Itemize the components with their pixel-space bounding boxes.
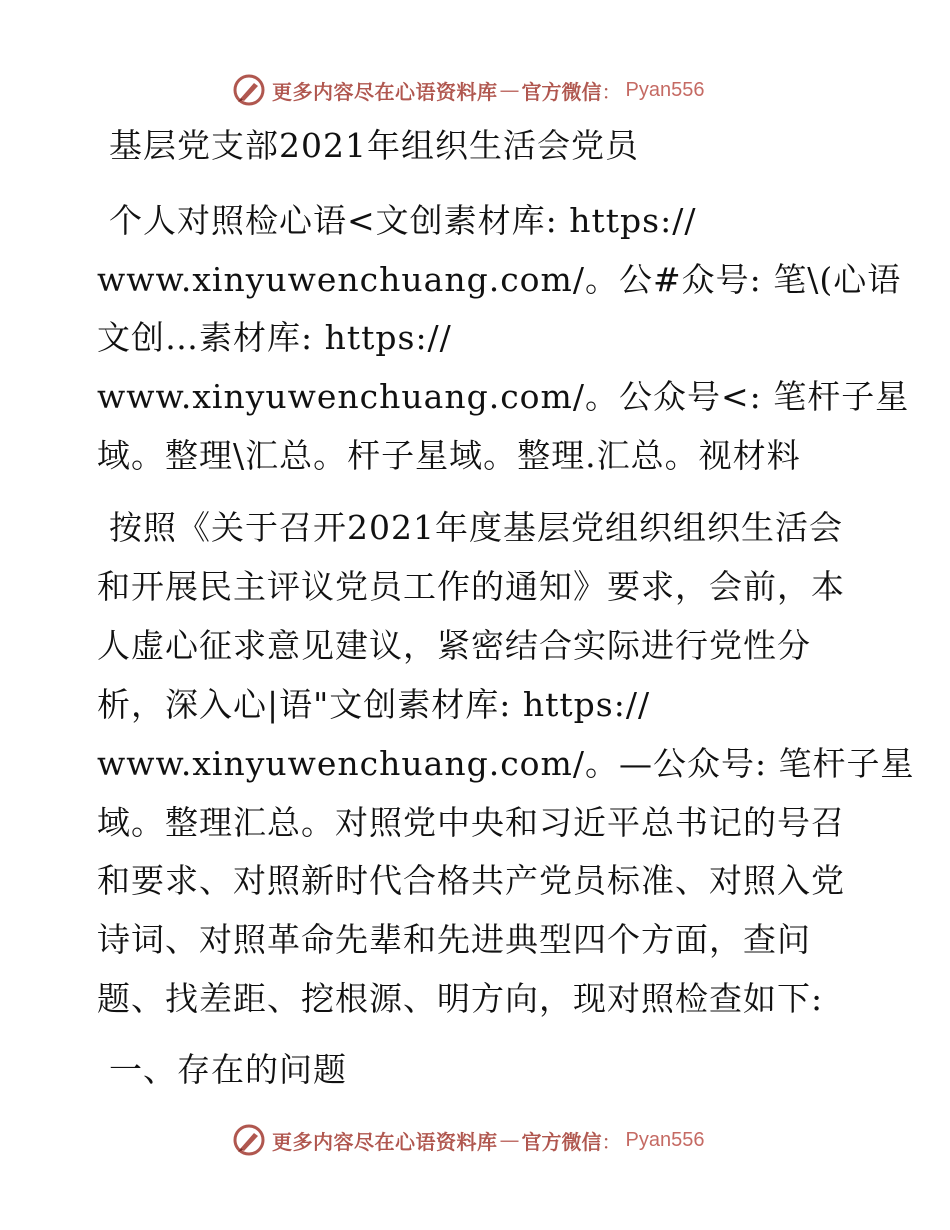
footer-watermark — [232, 1120, 704, 1160]
text-line-7: 和开展民主评议党员工作的通知》要求，会前，本 — [97, 567, 845, 606]
text-line-9: 析，深入心|语"文创素材库: https:// — [97, 685, 651, 724]
watermark-wechat-label: 官方微信 — [521, 1129, 602, 1154]
document-title: 基层党支部2021年组织生活会党员 — [109, 126, 639, 165]
watermark-colon: ： — [601, 79, 622, 104]
header-watermark — [232, 70, 704, 110]
pen-logo-icon — [232, 73, 266, 107]
text-line-4: www.xinyuwenchuang.com/。公众号<: 笔杆子星 — [97, 377, 910, 416]
watermark-dash: — — [499, 78, 520, 102]
text-line-1: 个人对照检心语<文创素材库: https:// — [109, 201, 697, 240]
watermark-dash: — — [499, 1128, 520, 1152]
watermark-wechat-id: Pyan556 — [625, 1128, 705, 1151]
pen-logo-icon — [232, 1123, 266, 1157]
watermark-wechat-id: Pyan556 — [625, 78, 705, 101]
watermark-text: 更多内容尽在心语资料库 — [272, 1129, 498, 1154]
text-line-3: 文创…素材库: https:// — [97, 318, 452, 357]
text-line-14: 题、找差距、挖根源、明方向，现对照检查如下: — [97, 979, 824, 1018]
text-line-10: www.xinyuwenchuang.com/。—公众号: 笔杆子星 — [97, 744, 915, 783]
text-line-2: www.xinyuwenchuang.com/。公#众号: 笔\(心语 — [97, 260, 902, 299]
section-heading: 一、存在的问题 — [109, 1050, 347, 1089]
watermark-text: 更多内容尽在心语资料库 — [272, 79, 498, 104]
watermark-colon: ： — [601, 1129, 622, 1154]
text-line-11: 域。整理汇总。对照党中央和习近平总书记的号召 — [97, 803, 845, 842]
text-line-6: 按照《关于召开2021年度基层党组织组织生活会 — [109, 508, 843, 547]
text-line-8: 人虚心征求意见建议，紧密结合实际进行党性分 — [97, 626, 811, 665]
text-line-12: 和要求、对照新时代合格共产党员标准、对照入党 — [97, 861, 845, 900]
text-line-13: 诗词、对照革命先辈和先进典型四个方面，查问 — [97, 920, 811, 959]
text-line-5: 域。整理\汇总。杆子星域。整理.汇总。视材料 — [97, 436, 801, 475]
watermark-wechat-label: 官方微信 — [521, 79, 602, 104]
